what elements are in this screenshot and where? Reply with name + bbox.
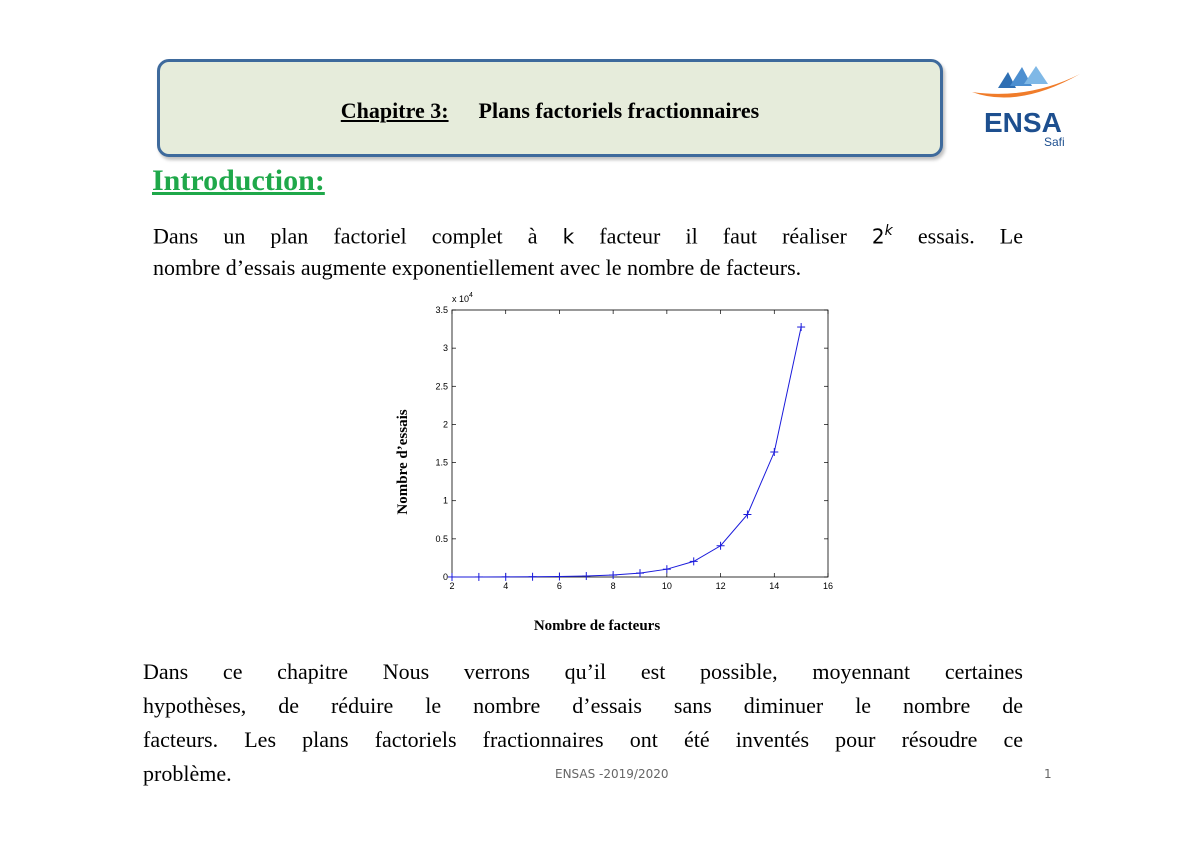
slide-title [160,98,940,124]
x-tick-label: 2 [449,581,455,591]
y-axis-label: Nombre d’essais [395,409,411,515]
x-tick-label: 6 [556,581,562,591]
data-point-marker [475,573,483,581]
y-tick-label: 2.5 [435,381,448,392]
section-heading: Introduction: [152,164,325,197]
y-tick-label: 3 [442,343,448,354]
plot-frame [452,310,828,577]
y-tick-label: 0.5 [435,533,448,544]
footer-text: ENSAS -2019/2020 [555,767,669,781]
data-point-marker [502,573,510,581]
x-axis-label: Nombre de facteurs [533,618,661,634]
data-point-marker [636,569,644,577]
x-tick-label: 16 [822,581,834,591]
logo-sub: Safi [1044,135,1065,149]
data-point-marker [797,323,805,331]
y-tick-label: 1 [442,495,448,506]
x-tick-label: 4 [503,581,509,591]
conclusion-line-3: facteurs. Les plans factoriels fractionnaires ont été inventés pour résoudre ce [143,727,1023,752]
chapter-title: Plans factoriels fractionnaires [478,98,760,123]
x-tick-label: 14 [769,581,780,591]
y-tick-label: 2 [442,419,448,430]
series-line [452,327,801,577]
x-tick-label: 10 [661,581,672,591]
title-box [157,59,943,157]
data-point-marker [555,573,563,581]
chapter-label: Chapitre 3: [340,98,449,123]
y-multiplier: x $10^4$ [452,292,473,304]
data-point-marker [448,573,456,581]
conclusion-line-1: Dans ce chapitre Nous verrons qu’il est possible, moyennant certaines [143,659,1023,684]
conclusion-line-2: hypothèses, de réduire le nombre d’essais sans diminuer le nombre de [143,693,1023,718]
page-number: 1 [1044,767,1052,781]
logo-mountain-3 [1024,66,1048,84]
data-point-marker [663,565,671,573]
intro-line-1: Dans un plan factoriel complet à k facteur il faut réaliser 2$^k$ essais. Le [153,223,1023,249]
y-tick-label: 0 [442,572,448,582]
x-tick-label: 12 [715,581,726,591]
data-point-marker [609,571,617,579]
x-tick-label: 8 [610,581,616,591]
data-point-marker [690,557,698,565]
ensa-logo [968,64,1083,150]
intro-paragraph [153,215,1023,284]
y-tick-label: 3.5 [435,305,448,315]
exponential-chart [385,282,855,642]
y-tick-label: 1.5 [435,457,448,468]
logo-name: ENSA [984,107,1062,138]
intro-line-2: nombre d’essais augmente exponentiellement avec le nombre de facteurs. [153,255,802,281]
data-point-marker [582,572,590,580]
data-point-marker [770,448,778,456]
conclusion-line-4: problème. [143,761,232,786]
data-point-marker [529,573,537,581]
